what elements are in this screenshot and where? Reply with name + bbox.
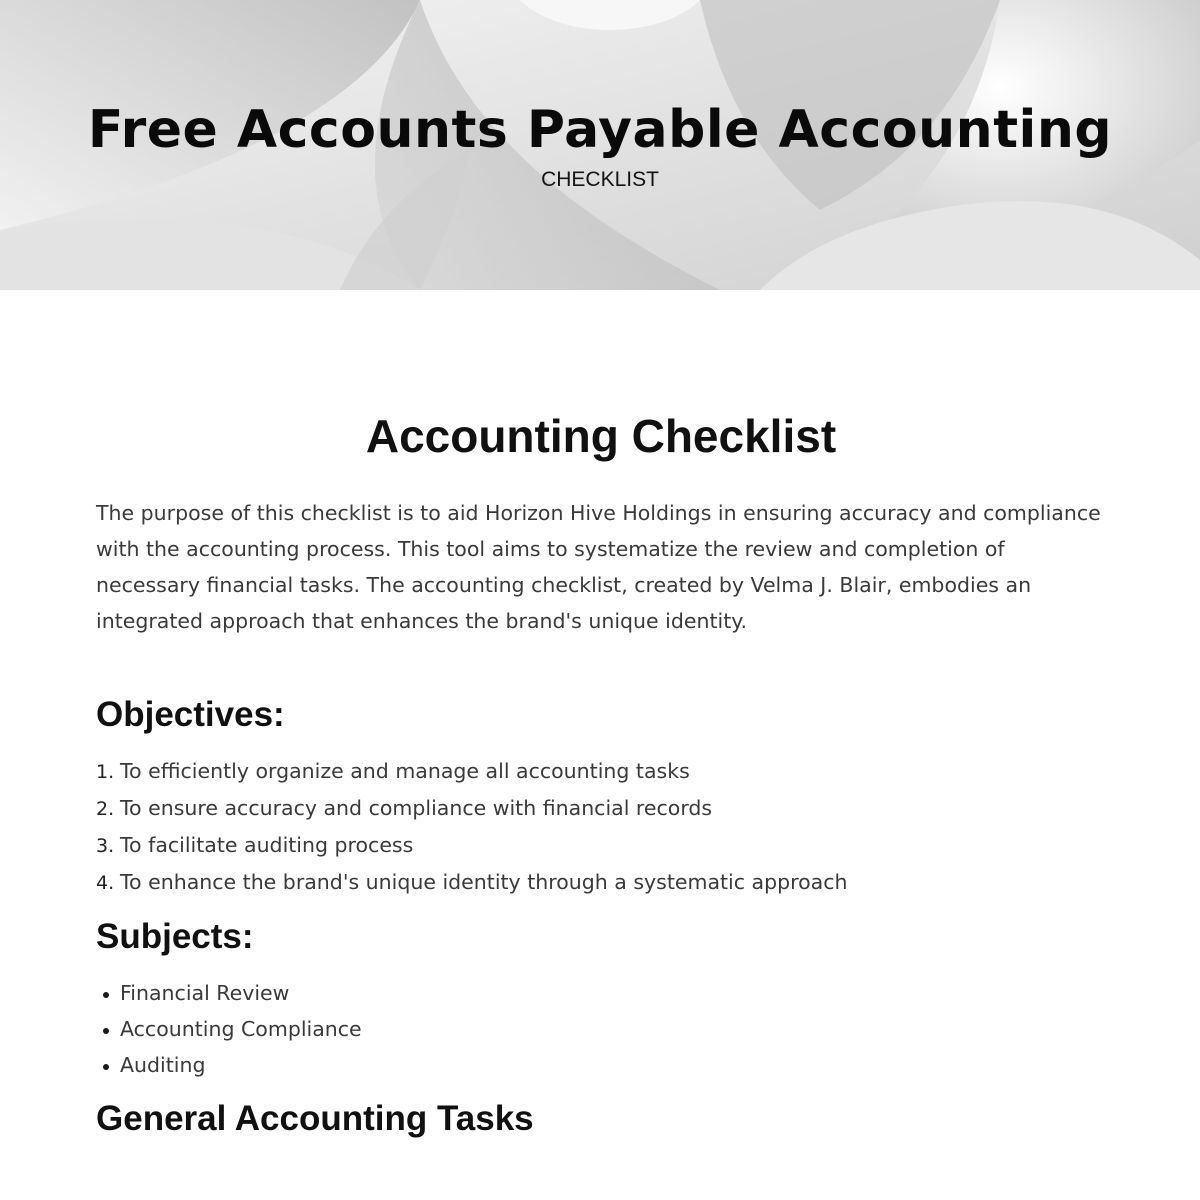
bullet-icon: [96, 1062, 120, 1072]
list-item: [96, 1047, 1106, 1083]
list-item: [96, 827, 1106, 864]
list-item-text: Auditing: [120, 1053, 206, 1077]
list-item: [96, 864, 1106, 901]
list-item: [96, 790, 1106, 827]
header-banner: [0, 0, 1200, 290]
subjects-heading: Subjects:: [96, 917, 254, 956]
list-item-text: Accounting Compliance: [120, 1017, 362, 1041]
list-item-text: To efficiently organize and manage all accounting tasks: [120, 759, 690, 783]
list-item-text: Financial Review: [120, 981, 290, 1005]
general-tasks-heading: General Accounting Tasks: [96, 1099, 534, 1138]
list-item-text: To enhance the brand's unique identity through a systematic approach: [120, 870, 848, 894]
list-item-text: To ensure accuracy and compliance with financial records: [120, 796, 713, 820]
bullet-icon: [96, 990, 120, 1000]
bullet-icon: [96, 1026, 120, 1036]
banner-subtitle: CHECKLIST: [541, 168, 659, 191]
list-item: [96, 1011, 1106, 1047]
document-heading: Accounting Checklist: [365, 410, 837, 462]
list-number: 3.: [96, 835, 115, 857]
subjects-list: [96, 975, 1106, 1083]
list-item: [96, 753, 1106, 790]
list-number: 4.: [96, 872, 115, 894]
intro-paragraph: The purpose of this checklist is to aid Horizon Hive Holdings in ensuring accuracy and compliance with the accounting process. This tool aims to systematize the review and completion of necessary financial tasks. The accounting checklist, created by Velma J. Blair, embodies an integrated approach that enhances the brand's unique identity.: [96, 501, 1101, 633]
list-item: [96, 975, 1106, 1011]
objectives-heading: Objectives:: [96, 695, 285, 734]
objectives-list: [96, 753, 1106, 901]
list-number: 2.: [96, 798, 115, 820]
list-item-text: To facilitate auditing process: [120, 833, 414, 857]
document-body: [96, 405, 1106, 1157]
banner-title: Free Accounts Payable Accounting: [87, 100, 1113, 160]
list-number: 1.: [96, 761, 115, 783]
